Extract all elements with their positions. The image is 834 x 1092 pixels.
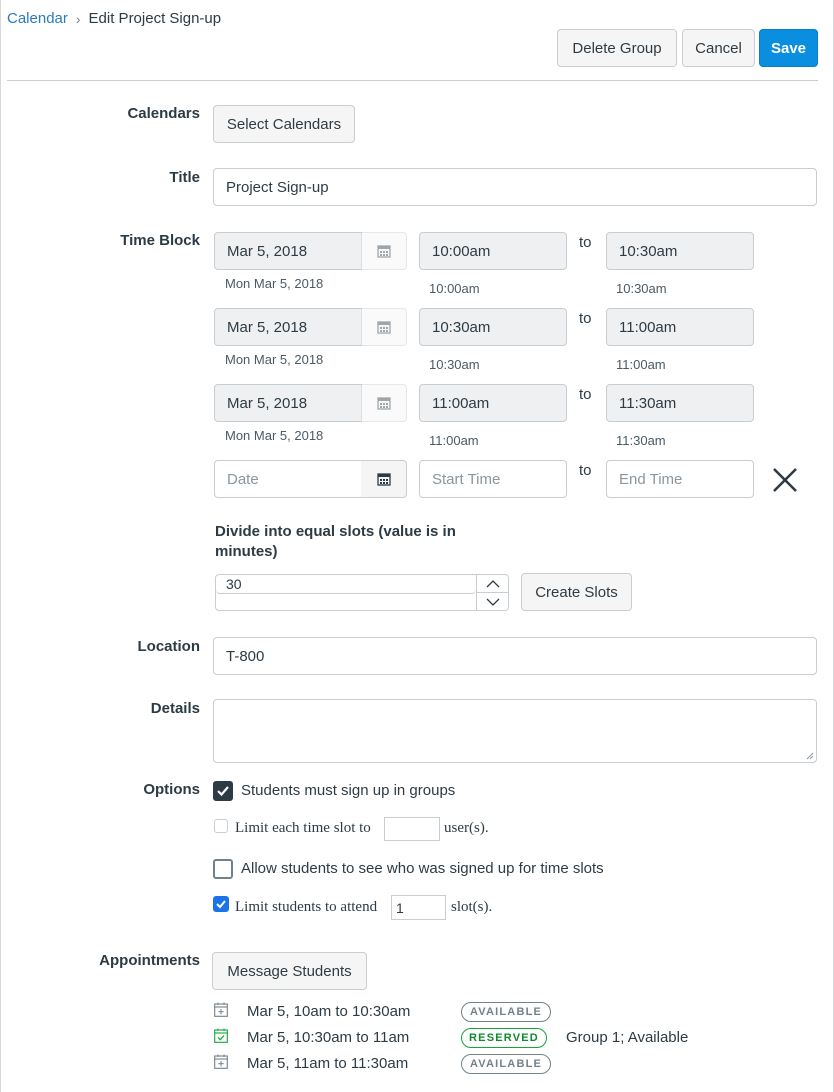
time-block-end-value: 10:30am	[619, 242, 678, 260]
time-block-label: Time Block	[120, 232, 200, 249]
time-block-start-input[interactable]	[419, 384, 567, 422]
time-block-end-input[interactable]	[606, 384, 754, 422]
appointment-time[interactable]: Mar 5, 11am to 11:30am	[247, 1055, 409, 1072]
resize-handle-icon[interactable]	[806, 752, 814, 760]
delete-group-button[interactable]: Delete Group	[557, 29, 677, 67]
time-block-end-input[interactable]	[606, 308, 754, 346]
title-label: Title	[169, 169, 200, 186]
appointment-time[interactable]: Mar 5, 10:30am to 11am	[247, 1029, 410, 1046]
slots-input[interactable]	[215, 574, 477, 611]
limit-attend-unit: slot(s).	[451, 899, 493, 915]
time-block-start-hint: 10:30am	[429, 357, 480, 372]
header-divider	[7, 80, 818, 81]
breadcrumb-current: Edit Project Sign-up	[88, 10, 222, 27]
calendar-plus-icon	[214, 1002, 228, 1021]
to-label: to	[579, 386, 592, 403]
close-icon[interactable]	[771, 466, 799, 494]
breadcrumb-calendar-link[interactable]: Calendar	[7, 10, 68, 27]
new-end-time-placeholder: End Time	[619, 470, 683, 488]
limit-each-input[interactable]	[384, 817, 440, 841]
see-signed-checkbox[interactable]	[213, 859, 233, 879]
status-badge: AVAILABLE	[461, 1002, 551, 1022]
slots-heading	[215, 522, 495, 562]
slots-input-value: 30	[216, 575, 476, 594]
check-icon	[215, 898, 227, 910]
new-date-placeholder: Date	[227, 470, 259, 488]
time-block-start-input[interactable]	[419, 308, 567, 346]
chevron-down-icon[interactable]	[477, 593, 508, 611]
time-block-date-input[interactable]	[214, 232, 362, 270]
details-textarea[interactable]	[213, 699, 817, 763]
to-label: to	[579, 310, 592, 327]
appointment-note: Group 1; Available	[566, 1029, 689, 1046]
time-block-start-hint: 10:00am	[429, 281, 480, 296]
appointment-time[interactable]: Mar 5, 10am to 10:30am	[247, 1003, 411, 1020]
time-block-start-input[interactable]	[419, 232, 567, 270]
slots-heading-line1: Divide into equal slots (value is in	[215, 523, 456, 540]
groups-checkbox-label: Students must sign up in groups	[241, 782, 456, 799]
limit-each-label: Limit each time slot to	[235, 820, 371, 836]
time-block-date-value: Mar 5, 2018	[227, 242, 308, 260]
time-block-date-hint: Mon Mar 5, 2018	[225, 428, 324, 443]
time-block-date-input[interactable]	[214, 308, 362, 346]
to-label: to	[579, 234, 592, 251]
limit-each-unit: user(s).	[444, 820, 489, 836]
to-label: to	[579, 462, 592, 479]
message-students-button[interactable]: Message Students	[212, 952, 367, 990]
limit-attend-input[interactable]: 1	[391, 895, 446, 920]
location-input[interactable]	[213, 637, 817, 675]
calendar-plus-icon	[214, 1054, 228, 1073]
groups-checkbox[interactable]	[213, 781, 233, 801]
new-start-time-placeholder: Start Time	[432, 470, 501, 488]
breadcrumb	[7, 10, 221, 27]
location-label: Location	[137, 638, 200, 655]
time-block-date-value: Mar 5, 2018	[227, 394, 308, 412]
time-block-start-value: 10:30am	[432, 318, 491, 336]
select-calendars-button[interactable]: Select Calendars	[213, 105, 355, 143]
check-icon	[215, 783, 231, 799]
time-block-end-value: 11:30am	[619, 394, 677, 412]
status-badge: AVAILABLE	[461, 1054, 551, 1074]
create-slots-button[interactable]: Create Slots	[521, 573, 632, 611]
new-start-time-input[interactable]	[419, 460, 567, 498]
title-input[interactable]	[213, 168, 817, 206]
chevron-up-icon[interactable]	[477, 575, 508, 593]
slots-stepper[interactable]	[476, 574, 509, 611]
calendars-label: Calendars	[127, 105, 200, 122]
calendar-icon[interactable]	[361, 232, 407, 270]
time-block-date-value: Mar 5, 2018	[227, 318, 308, 336]
time-block-start-value: 10:00am	[432, 242, 491, 260]
calendar-icon[interactable]	[361, 460, 407, 498]
time-block-end-hint: 11:00am	[616, 357, 666, 372]
time-block-date-hint: Mon Mar 5, 2018	[225, 352, 324, 367]
time-block-end-hint: 10:30am	[616, 281, 667, 296]
new-end-time-input[interactable]	[606, 460, 754, 498]
new-date-input[interactable]	[214, 460, 362, 498]
appointments-label: Appointments	[99, 952, 200, 969]
time-block-start-hint: 11:00am	[429, 433, 479, 448]
calendar-check-icon	[214, 1028, 228, 1047]
calendar-icon[interactable]	[361, 308, 407, 346]
calendar-icon[interactable]	[361, 384, 407, 422]
limit-attend-checkbox[interactable]	[213, 896, 229, 912]
cancel-button[interactable]: Cancel	[682, 29, 755, 67]
title-input-value: Project Sign-up	[226, 178, 329, 196]
limit-attend-label: Limit students to attend	[235, 899, 378, 915]
details-label: Details	[150, 700, 200, 717]
chevron-right-icon: ›	[75, 10, 81, 27]
see-signed-label: Allow students to see who was signed up for time slots	[241, 860, 604, 877]
time-block-end-value: 11:00am	[619, 318, 677, 336]
limit-each-checkbox[interactable]	[214, 819, 228, 833]
save-button[interactable]: Save	[759, 29, 818, 67]
time-block-start-value: 11:00am	[432, 394, 490, 412]
time-block-end-input[interactable]	[606, 232, 754, 270]
time-block-date-hint: Mon Mar 5, 2018	[225, 276, 324, 291]
slots-heading-line2: minutes)	[215, 543, 278, 560]
time-block-date-input[interactable]	[214, 384, 362, 422]
options-label: Options	[143, 781, 200, 798]
status-badge: RESERVED	[461, 1028, 547, 1048]
time-block-end-hint: 11:30am	[616, 433, 666, 448]
location-input-value: T-800	[226, 647, 265, 665]
